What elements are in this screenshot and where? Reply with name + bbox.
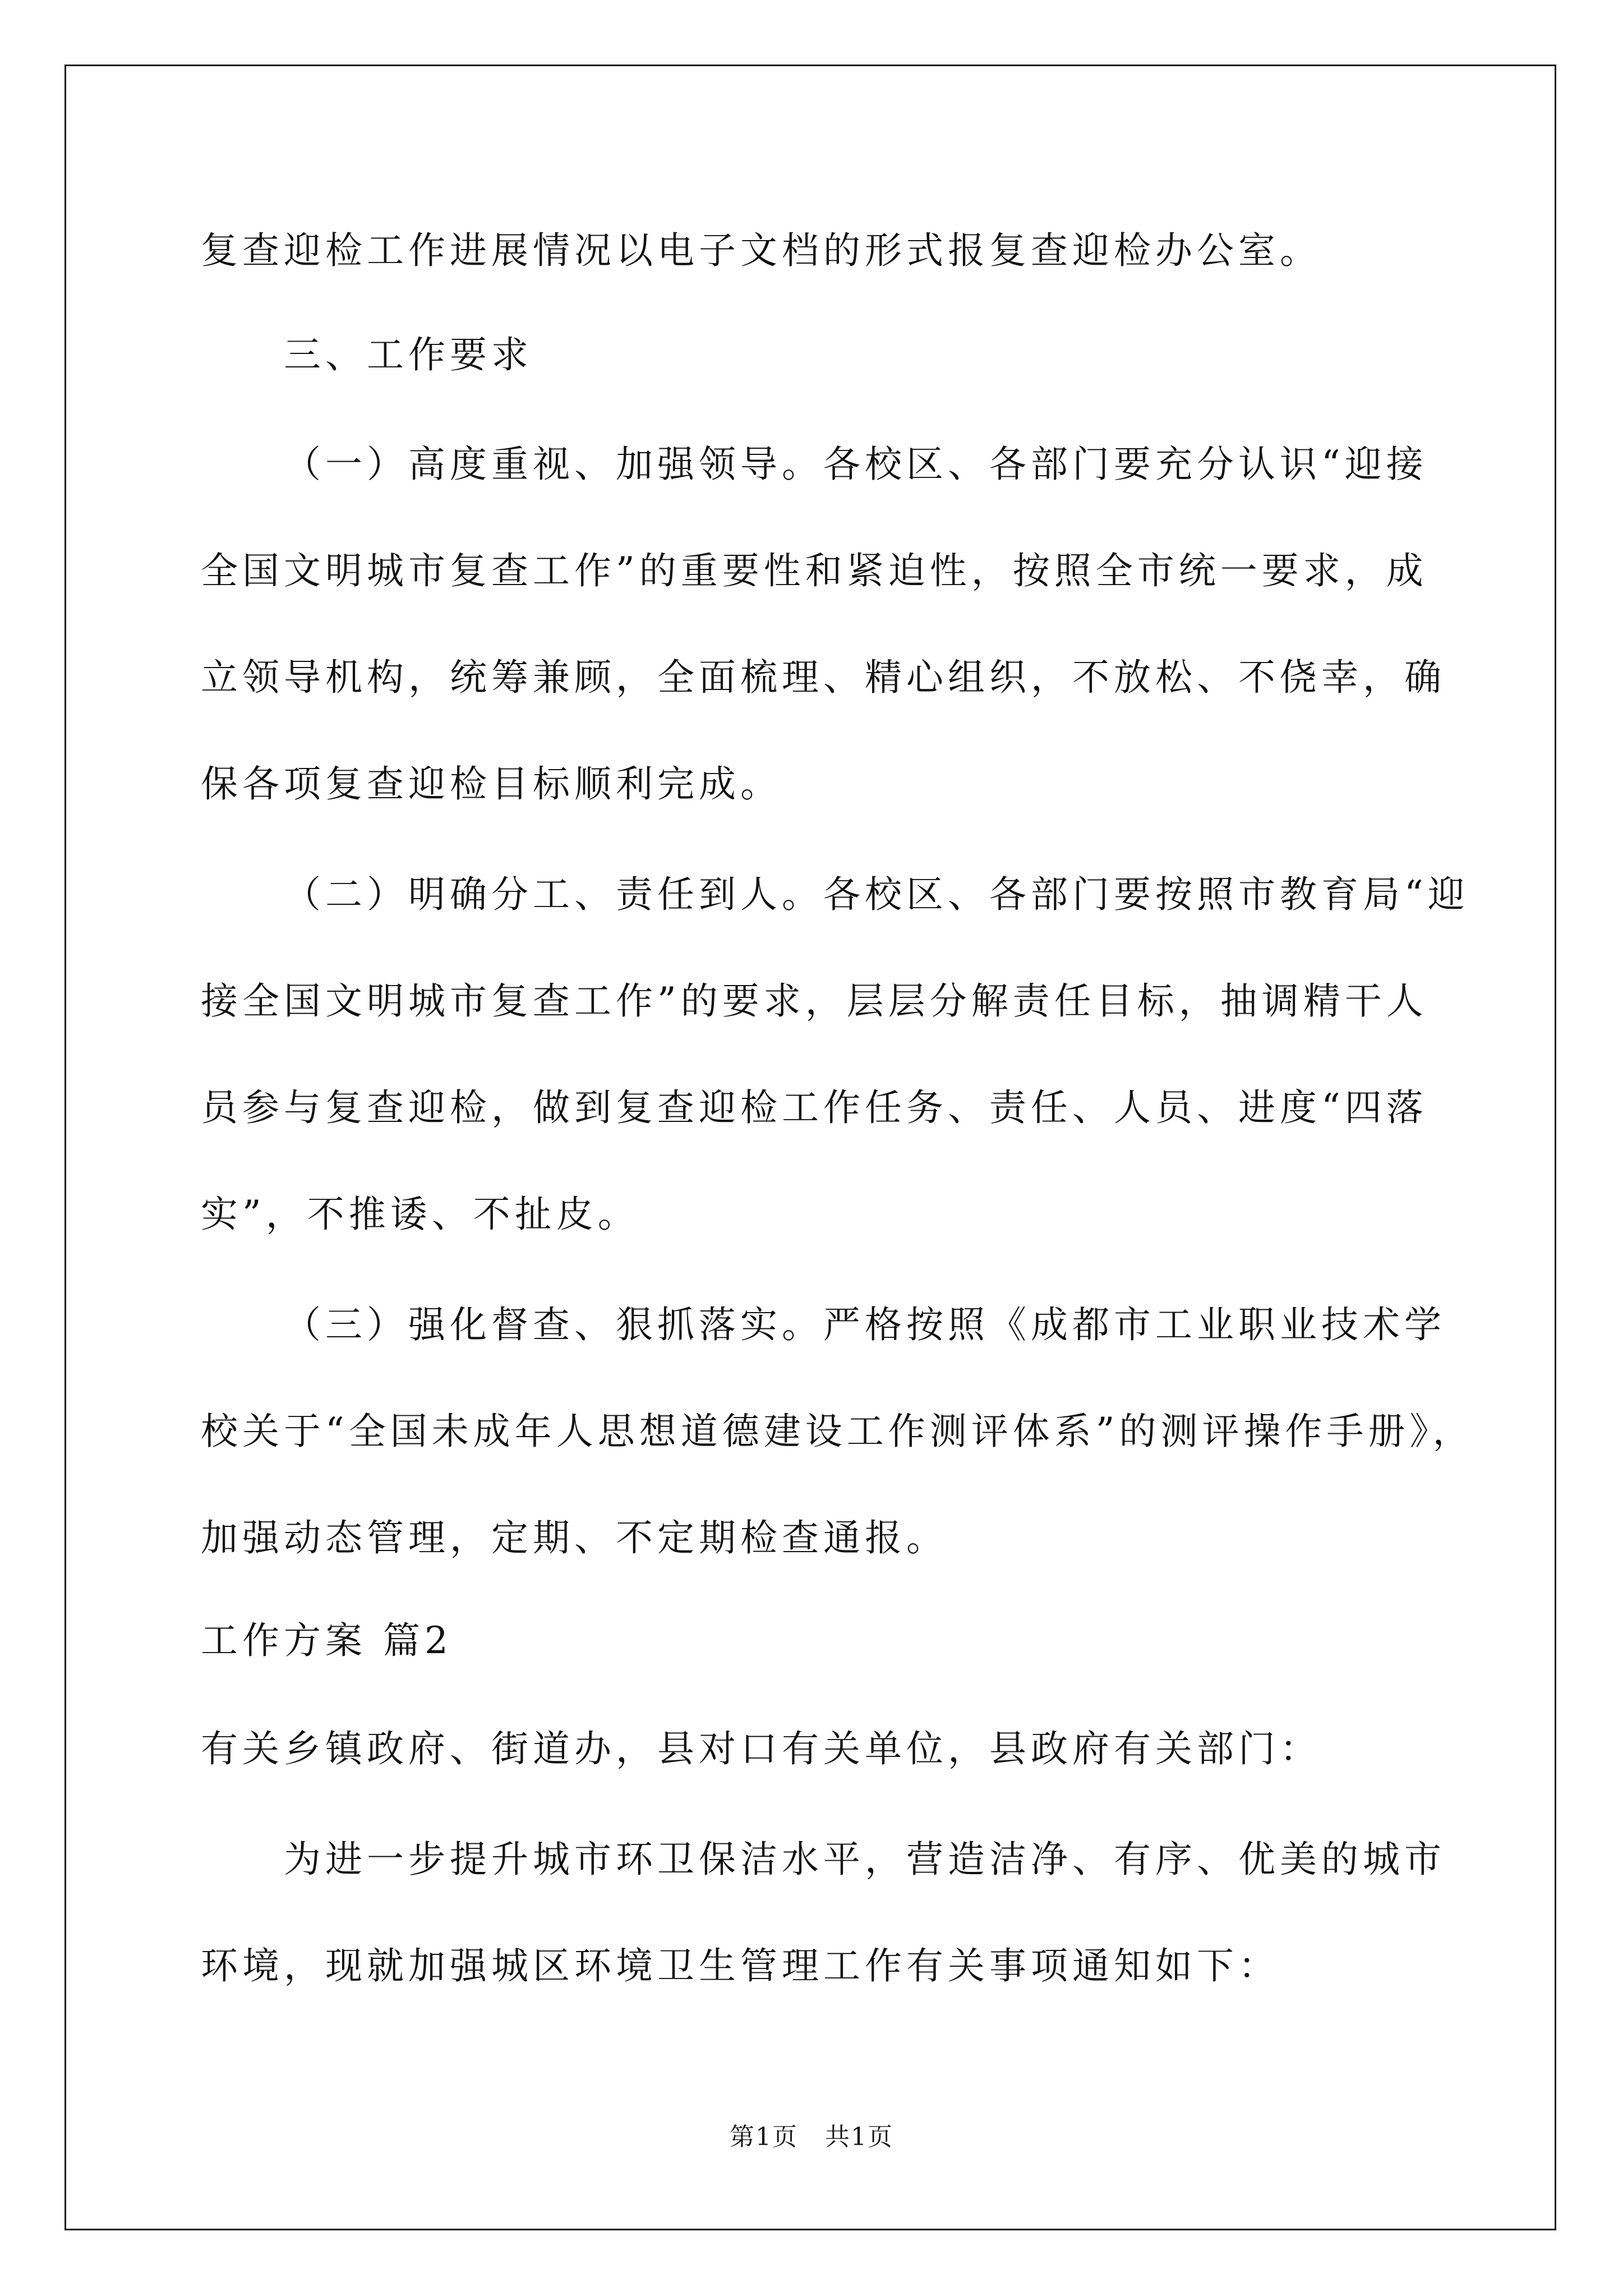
paragraph-line: （二）明确分工、责任到人。各校区、各部门要按照市教育局“迎 bbox=[284, 873, 1469, 916]
paragraph-line: （一）高度重视、加强领导。各校区、各部门要充分认识“迎接 bbox=[284, 443, 1428, 486]
paragraph-line: 为进一步提升城市环卫保洁水平，营造洁净、有序、优美的城市 bbox=[284, 1838, 1446, 1881]
paragraph-line: 全国文明城市复查工作”的重要性和紧迫性，按照全市统一要求，成 bbox=[201, 549, 1428, 592]
paragraph-line: 校关于“全国未成年人思想道德建设工作测评体系”的测评操作手册》， bbox=[201, 1410, 1474, 1453]
paragraph-line: 接全国文明城市复查工作”的要求，层层分解责任目标，抽调精干人 bbox=[201, 979, 1428, 1023]
paragraph-line: 环境，现就加强城区环境卫生管理工作有关事项通知如下： bbox=[201, 1944, 1280, 1987]
paragraph-line: 员参与复查迎检，做到复查迎检工作任务、责任、人员、进度“四落 bbox=[201, 1086, 1428, 1129]
paragraph-line: （三）强化督查、狠抓落实。严格按照《成都市工业职业技术学 bbox=[284, 1303, 1446, 1346]
paragraph-line: 加强动态管理，定期、不定期检查通报。 bbox=[201, 1516, 948, 1559]
document-body bbox=[201, 0, 1474, 2076]
section-title: 工作方案 篇2 bbox=[201, 1619, 453, 1662]
salutation-line: 有关乡镇政府、街道办，县对口有关单位，县政府有关部门： bbox=[201, 1727, 1321, 1770]
page-footer: 第1页 共1页 bbox=[730, 2123, 893, 2151]
paragraph-line: 实”，不推诿、不扯皮。 bbox=[201, 1193, 639, 1236]
paragraph-line: 保各项复查迎检目标顺利完成。 bbox=[201, 762, 782, 806]
paragraph-line: 复查迎检工作进展情况以电子文档的形式报复查迎检办公室。 bbox=[201, 229, 1321, 272]
paragraph-line: 立领导机构，统筹兼顾，全面梳理、精心组织，不放松、不侥幸，确 bbox=[201, 656, 1446, 699]
section-heading: 三、工作要求 bbox=[284, 333, 533, 376]
